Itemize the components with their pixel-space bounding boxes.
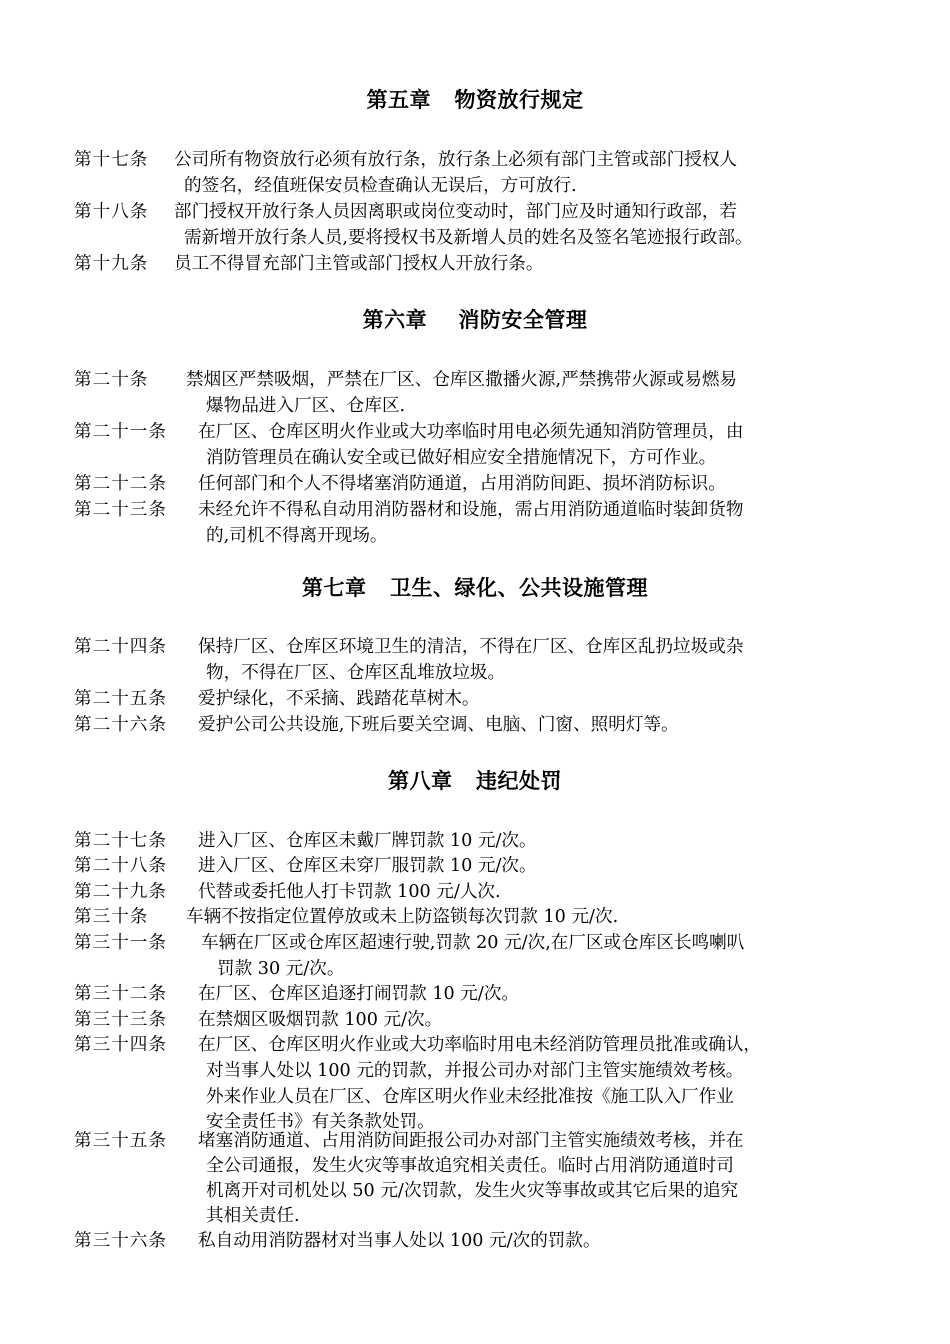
article-text: 禁烟区严禁吸烟，严禁在厂区、仓库区撒播火源,严禁携带火源或易燃易 xyxy=(186,370,738,390)
article-text: 机离开对司机处以 50 元/次罚款，发生火灾等事故或其它后果的追究 xyxy=(206,1181,739,1201)
article-text: 爱护公司公共设施,下班后要关空调、电脑、门窗、照明灯等。 xyxy=(198,715,679,735)
article-number: 第三十一条 xyxy=(74,933,167,953)
article-text: 部门授权开放行条人员因离职或岗位变动时，部门应及时通知行政部，若 xyxy=(174,202,738,222)
article-text: 的签名，经值班保安员检查确认无误后，方可放行. xyxy=(184,176,577,196)
article-text: 公司所有物资放行必须有放行条，放行条上必须有部门主管或部门授权人 xyxy=(174,150,738,170)
article-text: 在厂区、仓库区明火作业或大功率临时用电必须先通知消防管理员，由 xyxy=(198,422,744,442)
article-number: 第二十条 xyxy=(74,370,149,390)
article-text: 外来作业人员在厂区、仓库区明火作业未经批准按《施工队入厂作业 xyxy=(206,1087,734,1107)
article-text: 爱护绿化，不采摘、践踏花草树木。 xyxy=(198,689,480,709)
article-text: 全公司通报，发生火灾等事故追究相关责任。临时占用消防通道时司 xyxy=(206,1156,734,1176)
article-text: 物，不得在厂区、仓库区乱堆放垃圾。 xyxy=(206,663,506,683)
article-text: 车辆不按指定位置停放或未上防盗锁每次罚款 10 元/次. xyxy=(186,907,619,927)
article-text: 保持厂区、仓库区环境卫生的清洁，不得在厂区、仓库区乱扔垃圾或杂 xyxy=(198,637,744,657)
article-text: 员工不得冒充部门主管或部门授权人开放行条。 xyxy=(174,254,544,274)
article-text: 的,司机不得离开现场。 xyxy=(206,526,388,546)
article-text: 在厂区、仓库区明火作业或大功率临时用电未经消防管理员批准或确认， xyxy=(198,1035,762,1055)
article-text: 未经允许不得私自动用消防器材和设施，需占用消防通道临时装卸货物 xyxy=(198,500,744,520)
article-number: 第二十六条 xyxy=(74,715,167,735)
article-number: 第二十二条 xyxy=(74,474,167,494)
chapter-title: 第六章 消防安全管理 xyxy=(362,308,588,332)
article-number: 第二十三条 xyxy=(74,500,167,520)
article-text: 车辆在厂区或仓库区超速行驶,罚款 20 元/次,在厂区或仓库区长鸣喇叭 xyxy=(201,933,745,953)
article-text: 其相关责任. xyxy=(206,1206,300,1226)
article-text: 需新增开放行条人员,要将授权书及新增人员的姓名及签名笔迹报行政部。 xyxy=(184,228,753,248)
article-number: 第二十八条 xyxy=(74,856,167,876)
article-number: 第十八条 xyxy=(74,202,149,222)
article-text: 代替或委托他人打卡罚款 100 元/人次. xyxy=(198,882,501,902)
article-number: 第二十七条 xyxy=(74,831,167,851)
article-number: 第三十三条 xyxy=(74,1010,167,1030)
article-text: 私自动用消防器材对当事人处以 100 元/次的罚款。 xyxy=(198,1231,601,1251)
article-text: 在禁烟区吸烟罚款 100 元/次。 xyxy=(198,1010,443,1030)
article-number: 第二十五条 xyxy=(74,689,167,709)
article-text: 爆物品进入厂区、仓库区. xyxy=(206,396,406,416)
article-number: 第三十条 xyxy=(74,907,149,927)
article-text: 进入厂区、仓库区未穿厂服罚款 10 元/次。 xyxy=(198,856,537,876)
article-number: 第十九条 xyxy=(74,254,149,274)
article-text: 在厂区、仓库区追逐打闹罚款 10 元/次。 xyxy=(198,984,520,1004)
article-number: 第三十四条 xyxy=(74,1035,167,1055)
article-text: 安全责任书》有关条款处罚。 xyxy=(206,1112,435,1132)
article-number: 第十七条 xyxy=(74,150,149,170)
article-number: 第二十一条 xyxy=(74,422,167,442)
chapter-title: 第五章 物资放行规定 xyxy=(366,88,584,112)
article-number: 第三十二条 xyxy=(74,984,167,1004)
article-text: 罚款 30 元/次。 xyxy=(217,959,345,979)
article-number: 第三十六条 xyxy=(74,1231,167,1251)
article-text: 对当事人处以 100 元的罚款，并报公司办对部门主管实施绩效考核。 xyxy=(206,1061,744,1081)
article-number: 第三十五条 xyxy=(74,1131,167,1151)
article-text: 消防管理员在确认安全或已做好相应安全措施情况下，方可作业。 xyxy=(206,448,717,468)
article-text: 进入厂区、仓库区未戴厂牌罚款 10 元/次。 xyxy=(198,831,537,851)
article-text: 任何部门和个人不得堵塞消防通道，占用消防间距、损坏消防标识。 xyxy=(198,474,726,494)
article-number: 第二十四条 xyxy=(74,637,167,657)
chapter-title: 第八章 违纪处罚 xyxy=(388,769,562,793)
article-number: 第二十九条 xyxy=(74,882,167,902)
chapter-title: 第七章 卫生、绿化、公共设施管理 xyxy=(302,576,648,600)
article-text: 堵塞消防通道、占用消防间距报公司办对部门主管实施绩效考核，并在 xyxy=(198,1131,744,1151)
